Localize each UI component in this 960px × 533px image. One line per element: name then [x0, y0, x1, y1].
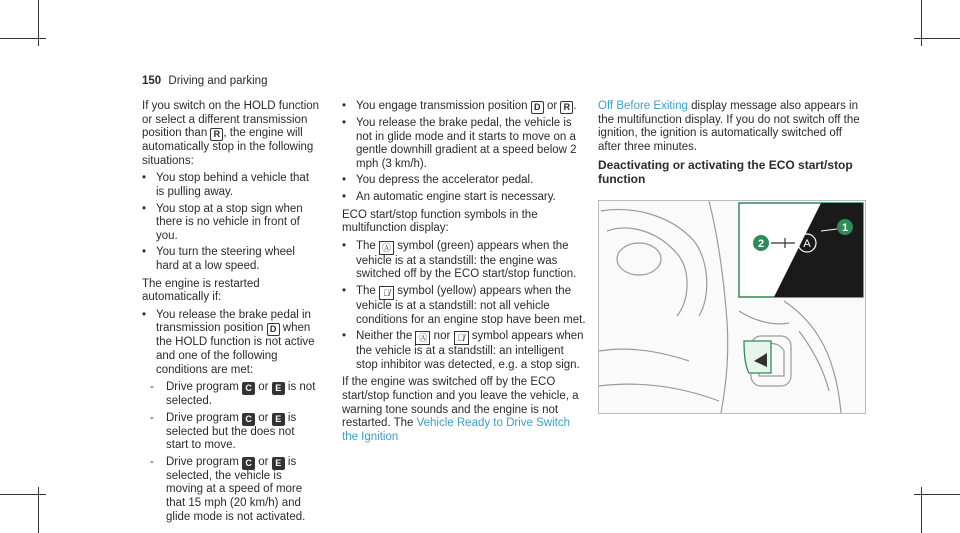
restart-conditions-list — [142, 309, 320, 377]
list-item: • An automatic engine start is necessary. — [342, 190, 556, 203]
key-c-icon: C — [242, 457, 255, 470]
cockpit-drawing — [599, 201, 865, 413]
column-1 — [142, 100, 320, 528]
restart-intro: The engine is restarted automatically if: — [142, 277, 260, 304]
bullet-icon: • — [142, 172, 147, 185]
start-conditions-list — [342, 100, 588, 205]
eco-active-icon: Ⓐ — [415, 331, 430, 345]
callout-2-label: 2 — [757, 238, 765, 250]
bullet-icon: • — [342, 190, 347, 203]
callout-1-label: 1 — [841, 222, 849, 234]
closing-paragraph: If the engine was switched off by the ECO start/stop function and you leave the vehicle, a warning tone sounds and the engine is not restarted. The Vehicle Ready to Drive Switch the Ignition — [342, 376, 579, 443]
bullet-icon: • — [342, 100, 347, 112]
crop-mark — [914, 38, 960, 39]
list-item: - Drive program C or E is selected but the does not start to move. — [150, 411, 297, 452]
eco-inactive-icon: Ⓐ̸ — [379, 286, 394, 300]
bullet-icon: • — [342, 284, 347, 297]
crop-mark — [0, 38, 46, 39]
list-item: • You stop at a stop sign when there is no vehicle in front of you. — [142, 202, 303, 242]
bullet-icon: • — [342, 117, 347, 129]
eco-button-symbol: A — [803, 238, 811, 250]
page-header — [142, 75, 267, 87]
bullet-icon: • — [142, 202, 147, 215]
crop-mark — [38, 0, 39, 46]
display-message-link[interactable]: Vehicle Ready to Drive Switch the Ignition — [342, 417, 570, 443]
dash-icon: - — [150, 455, 154, 468]
key-r-icon: R — [210, 128, 223, 141]
list-item: • You release the brake pedal in transmission position D when the HOLD function is not active and one of the following conditions are met: — [142, 308, 315, 376]
crop-mark — [0, 494, 46, 495]
display-message-paragraph: Off Before Exiting display message also appears in the multifunction display. If you do not switch off the ignition, the ignition is automatically switched off after three minutes. — [598, 100, 860, 153]
eco-symbols-intro: ECO start/stop function symbols in the multifunction display: — [342, 208, 538, 235]
bullet-icon: • — [342, 330, 347, 343]
eco-inactive-icon: Ⓐ̸ — [454, 331, 469, 345]
eco-symbols-list — [342, 240, 588, 373]
key-c-icon: C — [242, 382, 255, 395]
bullet-icon: • — [142, 246, 147, 259]
drive-program-sublist — [142, 381, 320, 524]
list-item: • You engage transmission position D or R . — [342, 100, 577, 112]
list-item: • Neither the Ⓐ nor Ⓐ̸ symbol appears when the vehicle is at a standstill: an intelligent stop inhibitor was detected, e.g. a stop sign. — [342, 330, 584, 371]
list-item: • You turn the steering wheel hard at a low speed. — [142, 246, 295, 272]
bullet-icon: • — [342, 174, 347, 187]
bullet-icon: • — [142, 308, 147, 321]
intro-paragraph: If you switch on the HOLD function or select a different transmission position than R , the engine will automatically stop in the following situations: — [142, 100, 320, 167]
list-item: • You release the brake pedal, the vehicle is not in glide mode and it starts to move on a gentle downhill gradient at a speed below 2 mph (3 km/h). — [342, 117, 577, 170]
list-item: • You stop behind a vehicle that is pulling away. — [142, 172, 310, 198]
stop-conditions-list — [142, 172, 320, 273]
list-item: - Drive program C or E is selected, the vehicle is moving at a speed of more that 15 mph (20 km/h) and glide mode is not activated. — [150, 455, 306, 523]
key-e-icon: E — [272, 382, 285, 395]
key-d-icon: D — [267, 323, 280, 336]
dash-icon: - — [150, 411, 154, 424]
key-e-icon: E — [272, 413, 285, 426]
eco-active-icon: Ⓐ — [379, 241, 394, 255]
list-item: • The Ⓐ symbol (green) appears when the vehicle is at a standstill: the engine was switched off by the ECO start/stop function. — [342, 239, 577, 281]
eco-button-illustration — [598, 200, 866, 414]
display-message-link[interactable]: Off Before Exiting — [598, 100, 688, 112]
page-number: 150 — [142, 75, 162, 87]
crop-mark — [914, 494, 960, 495]
crop-mark — [921, 0, 922, 46]
key-e-icon: E — [272, 457, 285, 470]
key-c-icon: C — [242, 413, 255, 426]
column-3 — [598, 100, 864, 190]
dash-icon: - — [150, 381, 154, 394]
key-d-icon: D — [531, 101, 544, 114]
list-item: - Drive program C or E is not selected. — [150, 381, 316, 408]
section-heading: Deactivating or activating the ECO start/stop function — [598, 158, 853, 187]
list-item: • The Ⓐ̸ symbol (yellow) appears when the vehicle is at a standstill: not all vehicle conditions for an engine stop have been met. — [342, 284, 586, 326]
key-r-icon: R — [560, 101, 573, 114]
column-2 — [342, 100, 588, 448]
section-title: Driving and parking — [168, 75, 268, 87]
bullet-icon: • — [342, 239, 347, 252]
list-item: • You depress the accelerator pedal. — [342, 174, 534, 187]
